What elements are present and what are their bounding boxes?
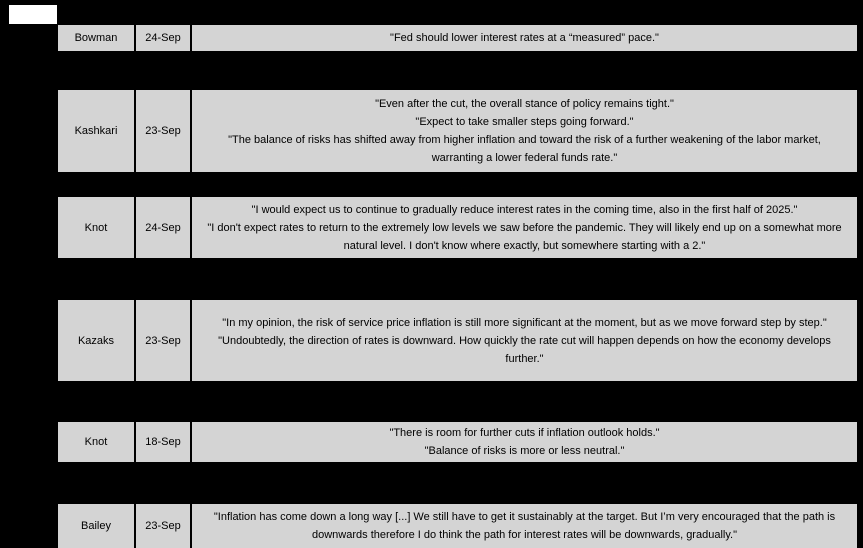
date-cell: 18-Sep <box>136 422 190 462</box>
date-cell: 23-Sep <box>136 504 190 548</box>
quote-line: "Even after the cut, the overall stance of policy remains tight." <box>375 98 674 110</box>
quote-cell <box>192 197 857 258</box>
quote-line: "Undoubtedly, the direction of rates is downward. How quickly the rate cut will happen depends on how the economy develops further." <box>218 334 831 365</box>
speaker-cell: Kazaks <box>58 300 134 381</box>
quote-line: "The balance of risks has shifted away from higher inflation and toward the risk of a further weakening of the labor market, warranting a lower federal funds rate." <box>228 134 821 164</box>
speaker-cell: Bailey <box>58 504 134 548</box>
speaker-cell: Knot <box>58 197 134 258</box>
table-row <box>58 504 857 548</box>
table-row <box>58 197 857 258</box>
speaker-cell: Knot <box>58 422 134 462</box>
date-cell: 23-Sep <box>136 300 190 381</box>
quote-cell <box>192 504 857 548</box>
blank-corner-cell <box>9 5 57 24</box>
quote-line: "Fed should lower interest rates at a “measured” pace." <box>390 32 659 44</box>
table-row <box>58 300 857 381</box>
date-cell: 24-Sep <box>136 197 190 258</box>
table-row <box>58 90 857 172</box>
quote-line: "Balance of risks is more or less neutral." <box>424 445 625 457</box>
table-row <box>58 422 857 462</box>
quote-cell <box>192 25 857 51</box>
quote-line: "I don't expect rates to return to the extremely low levels we saw before the pandemic. They will likely end up on a somewhat more natural level. I don't know where exactly, but somewhere starting with a 2." <box>207 221 842 252</box>
quote-line: "Inflation has come down a long way [...] We still have to get it sustainably at the target. But I’m very encouraged that the path is downwards therefore I do think the path for interest rates will be downwards, gradually." <box>213 511 836 541</box>
quote-line: "In my opinion, the risk of service price inflation is still more significant at the moment, but as we move forward step by step." <box>222 316 827 329</box>
quote-cell <box>192 422 857 462</box>
speaker-cell: Kashkari <box>58 90 134 172</box>
table-row <box>58 25 857 51</box>
speaker-cell: Bowman <box>58 25 134 51</box>
date-cell: 24-Sep <box>136 25 190 51</box>
quote-line: "I would expect us to continue to gradually reduce interest rates in the coming time, also in the first half of 2025." <box>251 203 798 216</box>
quote-line: "There is room for further cuts if inflation outlook holds." <box>389 427 660 439</box>
date-cell: 23-Sep <box>136 90 190 172</box>
quote-cell <box>192 300 857 381</box>
quote-cell <box>192 90 857 172</box>
quote-line: "Expect to take smaller steps going forward." <box>415 116 634 128</box>
